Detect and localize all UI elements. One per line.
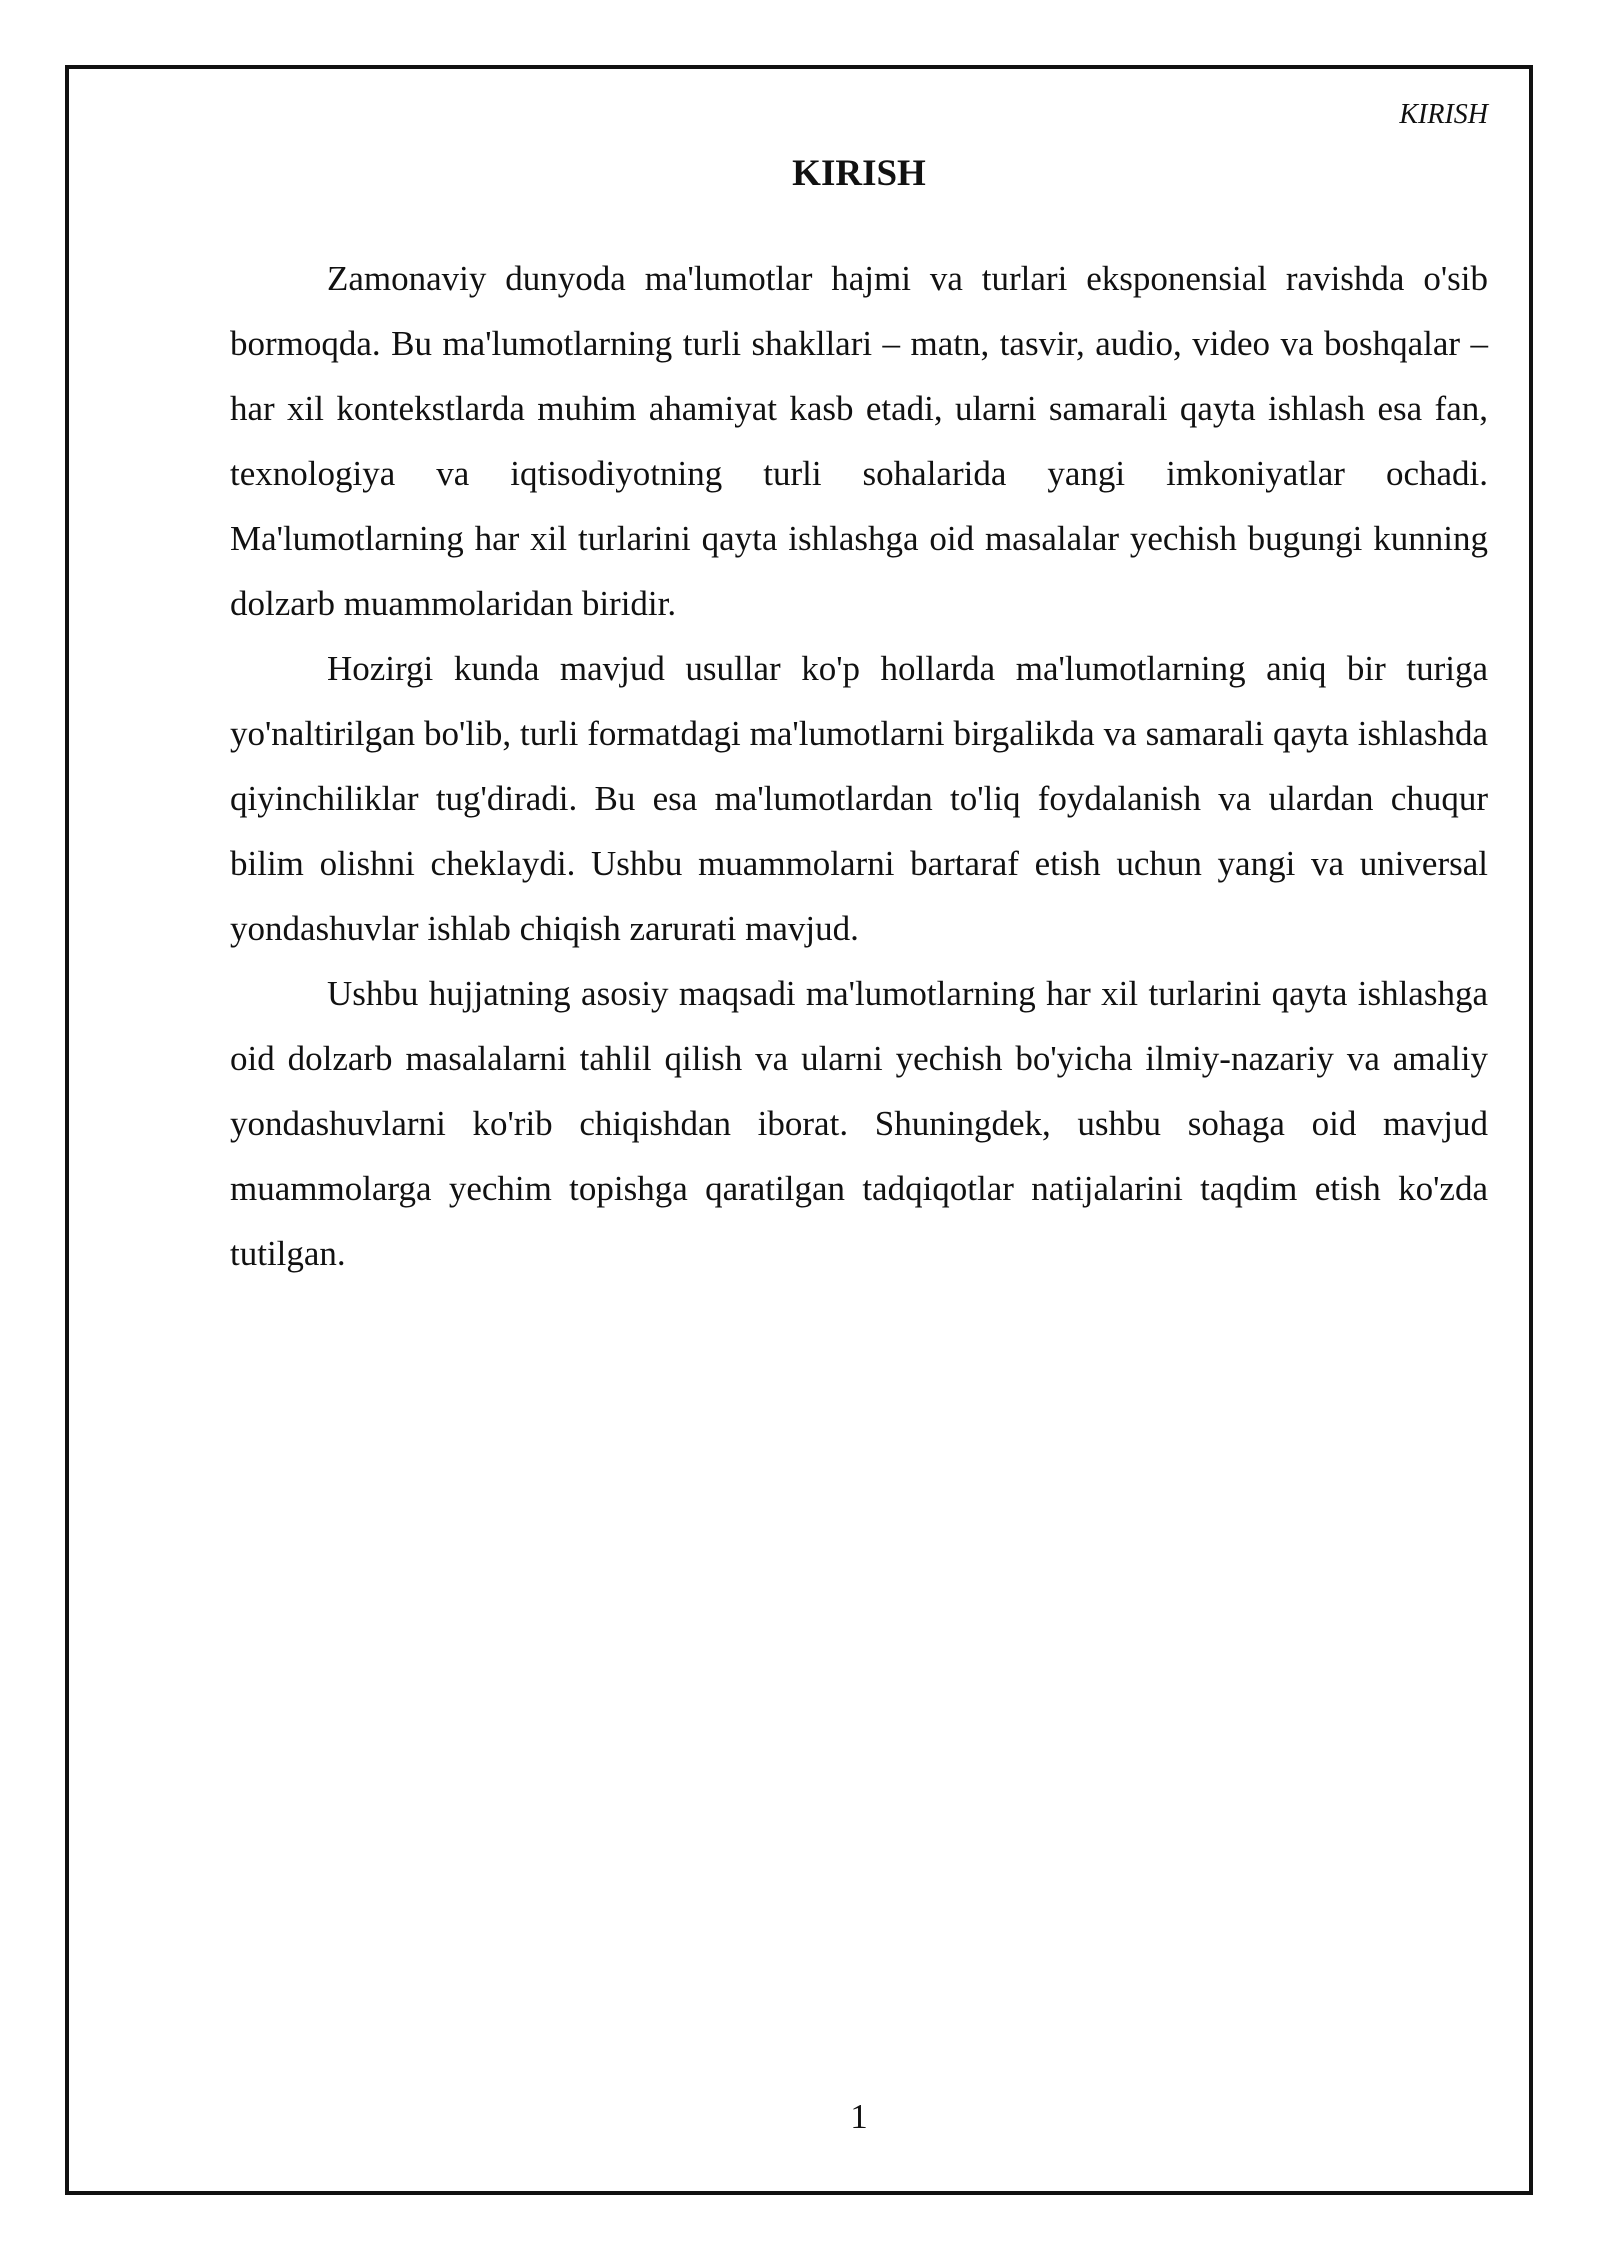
paragraph-1: Zamonaviy dunyoda ma'lumotlar hajmi va turlari eksponensial ravishda o'sib bormoqda. Bu ma'lumotlarning turli shakllari – matn, tasvir, audio, video va boshqalar – har xil kontekstlarda muhim ahamiyat kasb etadi, ularni samarali qayta ishlash esa fan, texnologiya va iqtisodiyotning turli sohalarida yangi imkoniyatlar ochadi. Ma'lumotlarning har xil turlarini qayta ishlashga oid masalalar yechish bugungi kunning dolzarb muammolaridan biridir. xyxy=(230,259,1488,623)
section-title: KIRISH xyxy=(792,153,926,194)
paragraph-3: Ushbu hujjatning asosiy maqsadi ma'lumotlarning har xil turlarini qayta ishlashga oid dolzarb masalalarni tahlil qilish va ularni yechish bo'yicha ilmiy-nazariy va amaliy yondashuvlarni ko'rib chiqishdan iborat. Shuningdek, ushbu sohaga oid mavjud muammolarga yechim topishga qaratilgan tadqiqotlar natijalarini taqdim etish ko'zda tutilgan. xyxy=(230,974,1488,1273)
page-number: 1 xyxy=(850,2097,868,2136)
running-header: KIRISH xyxy=(1399,99,1488,130)
body-text xyxy=(230,246,1488,1286)
paragraph-2: Hozirgi kunda mavjud usullar ko'p hollarda ma'lumotlarning aniq bir turiga yo'naltirilgan bo'lib, turli formatdagi ma'lumotlarni birgalikda va samarali qayta ishlashda qiyinchiliklar tug'diradi. Bu esa ma'lumotlardan to'liq foydalanish va ulardan chuqur bilim olishni cheklaydi. Ushbu muammolarni bartaraf etish uchun yangi va universal yondashuvlar ishlab chiqish zarurati mavjud. xyxy=(230,649,1488,948)
